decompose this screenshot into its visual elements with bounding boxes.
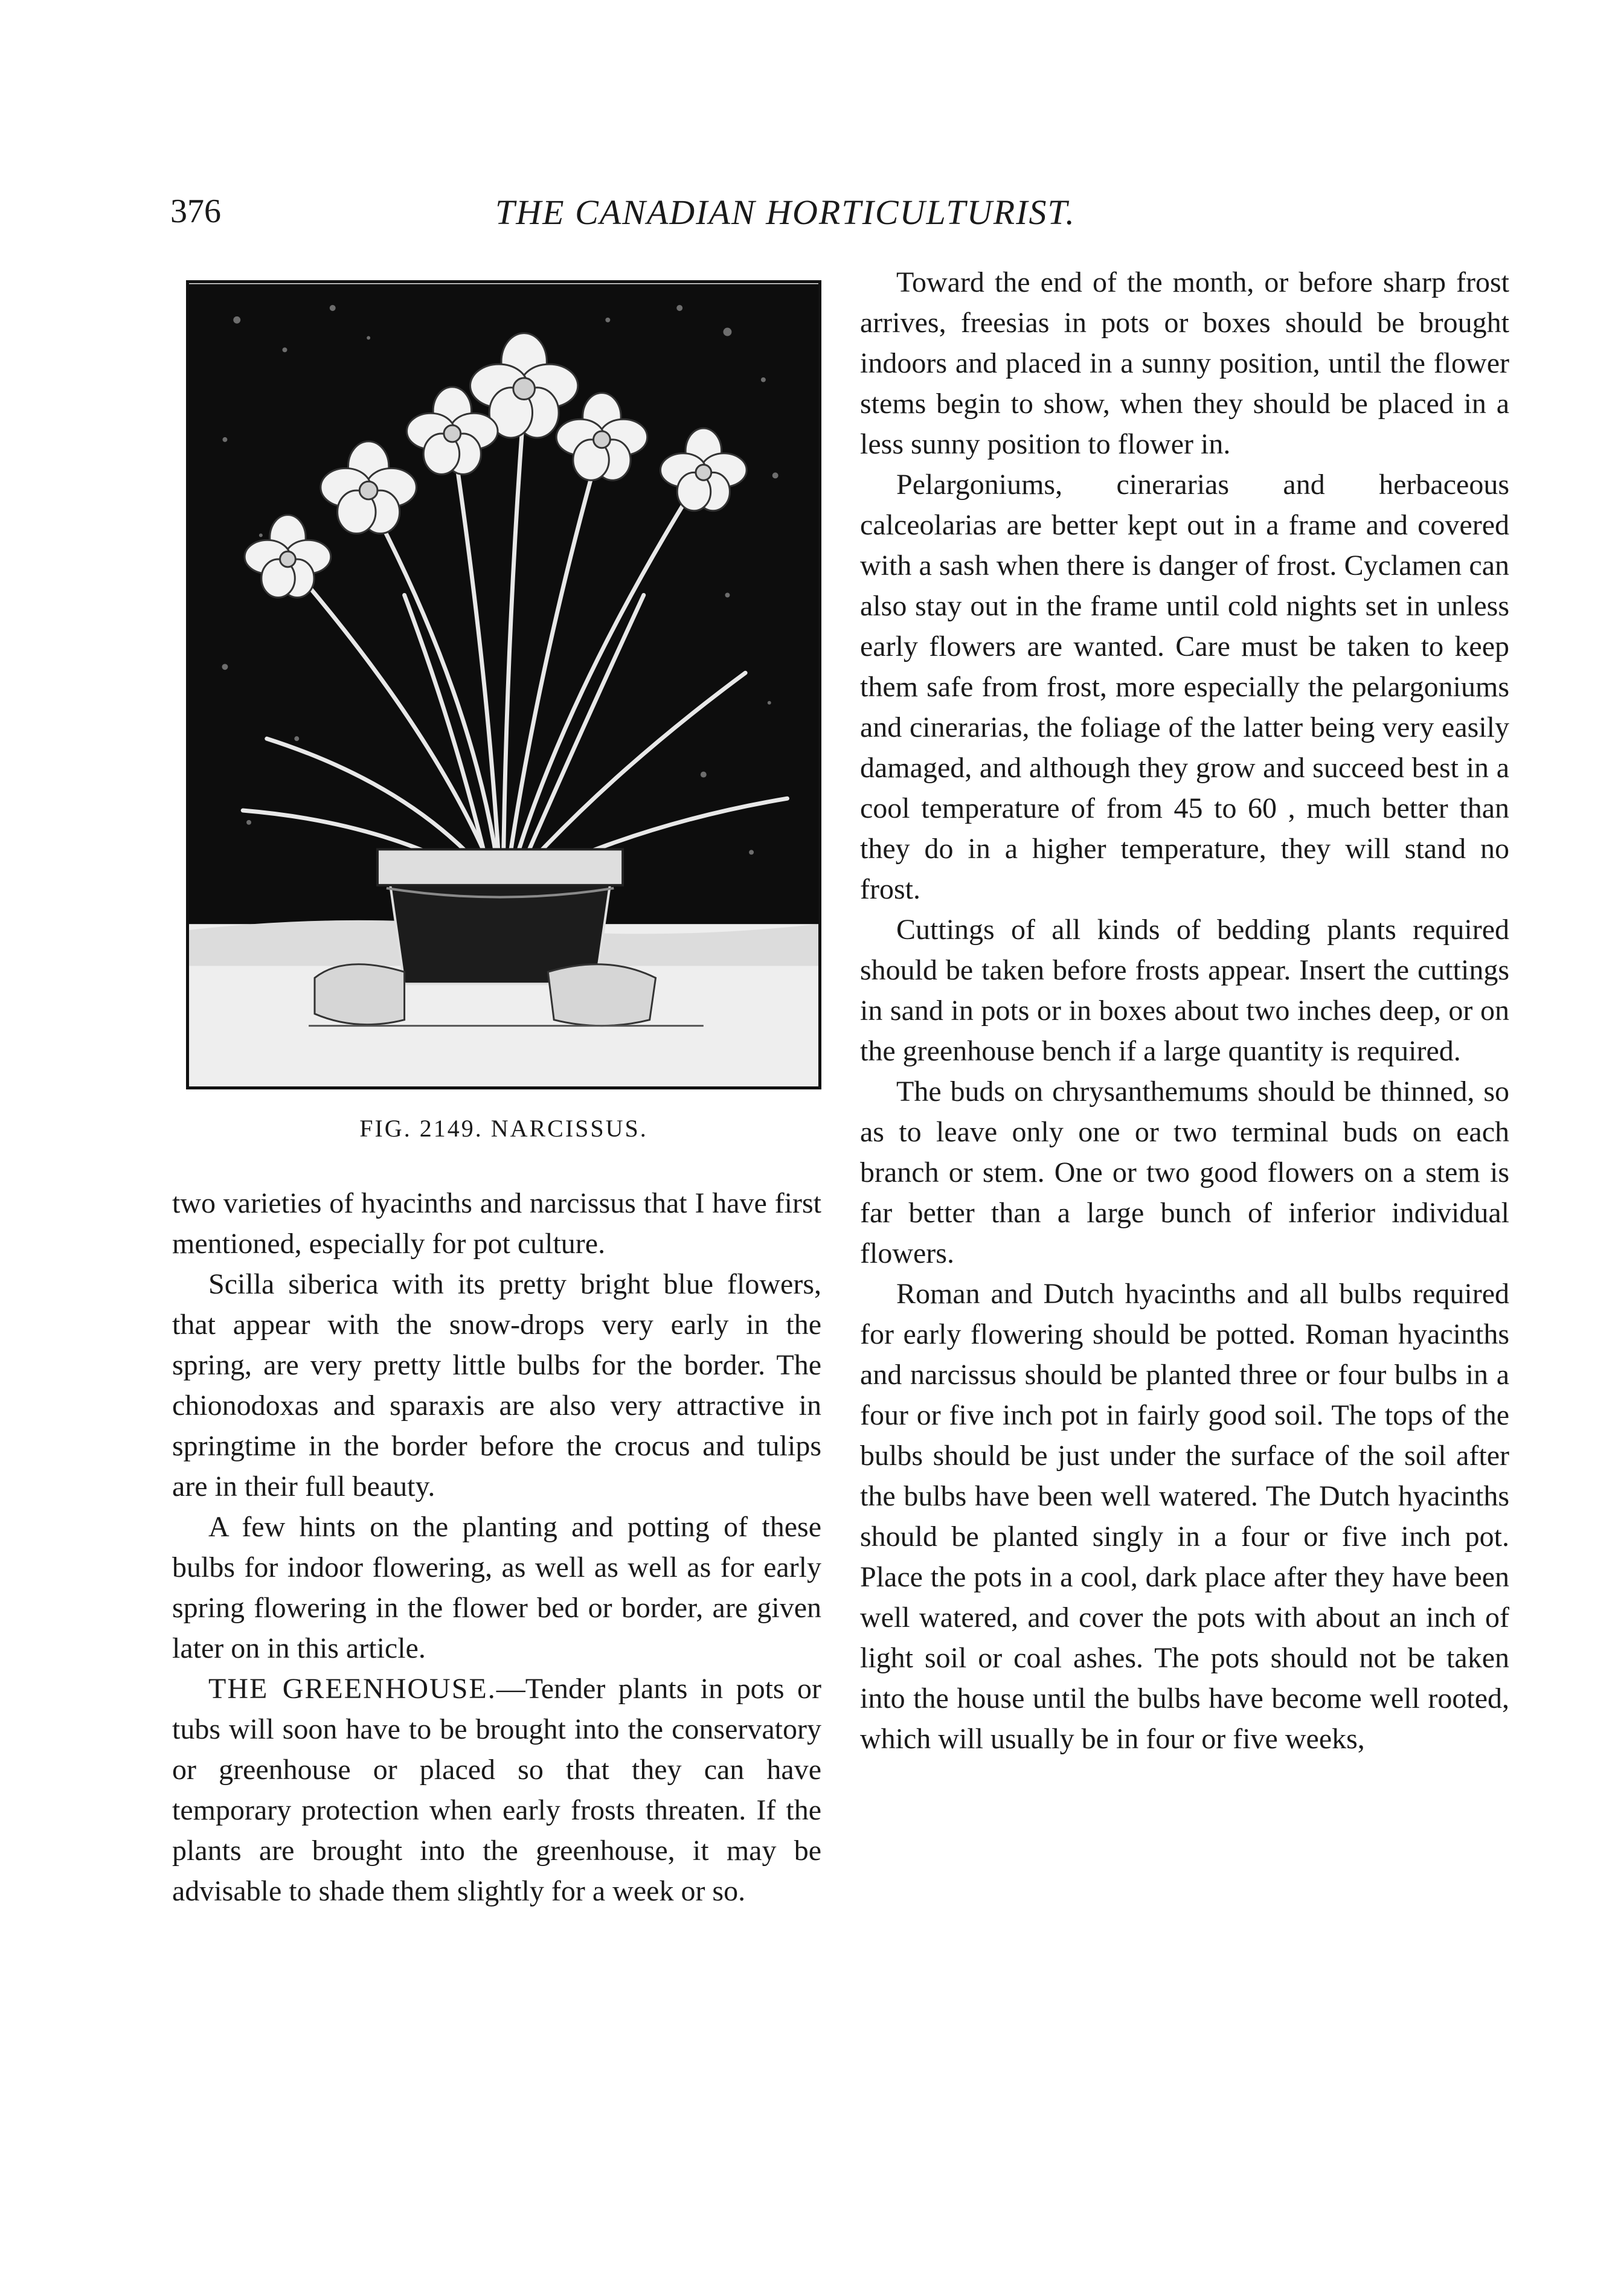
paragraph: two varieties of hyacinths and narcissus that I have first mentioned, especially for pot culture.	[172, 1187, 821, 1260]
left-column	[172, 1183, 821, 1911]
paragraph: Pelargoniums, cinerarias and herbaceous calceolarias are better kept out in a frame and covered with a sash when there is danger of frost. Cyclamen can also stay out in the frame until cold nights set in unless early flowers are wanted. Care must be taken to keep them safe from frost, more especially the pelargoniums and cinerarias, the foliage of the latter being very easily damaged, and although they grow and succeed best in a cool temperature of from 45 to 60 , much better than they do in a higher temperature, they will stand no frost.	[860, 469, 1509, 905]
figure-caption: FIG. 2149. NARCISSUS.	[359, 1115, 648, 1142]
paragraph: Scilla siberica with its pretty bright blue flowers, that appear with the snow-drops very early in the spring, are very pretty little bulbs for the border. The chionodoxas and sparaxis are also very attractive in springtime in the border before the crocus and tulips are in their full beauty.	[172, 1268, 821, 1502]
paragraph-text: —Tender plants in pots or tubs will soon have to be brought into the conservatory or greenhouse or placed so that they can have temporary protection when early frosts threaten. If the plants are brought into the greenhouse, it may be advisable to shade them slightly for a week or so.	[172, 1673, 822, 1907]
page-number: 376	[170, 193, 221, 230]
paragraph: The buds on chrysanthemums should be thinned, so as to leave only one or two terminal buds on each branch or stem. One or two good flowers on a stem is far better than a large bunch of inferior individual flowers.	[860, 1076, 1509, 1269]
paragraph: Cuttings of all kinds of bedding plants required should be taken before frosts appear. Insert the cuttings in sand in pots or in boxes about two inches deep, or on the greenhouse bench if a large quantity is required.	[860, 914, 1509, 1067]
narcissus-illustration	[186, 280, 821, 1089]
paragraph: Toward the end of the month, or before sharp frost arrives, freesias in pots or boxes should be brought indoors and placed in a sunny position, until the flower stems begin to show, when they should be placed in a less sunny position to flower in.	[860, 266, 1509, 460]
running-title: THE CANADIAN HORTICULTURIST.	[495, 193, 1076, 232]
paragraph: Roman and Dutch hyacinths and all bulbs required for early flowering should be potted. Roman hyacinths and narcissus should be planted three or four bulbs in a four or five inch pot in fairly good soil. The tops of the bulbs should be just under the surface of the soil after the bulbs have been well watered. The Dutch hyacinths should be planted singly in a four or five inch pot. Place the pots in a cool, dark place after they have been well watered, and cover the pots with about an inch of light soil or coal ashes. The pots should not be taken into the house until the bulbs have become well rooted, which will usually be in four or five weeks,	[860, 1278, 1509, 1755]
section-heading-greenhouse: THE GREENHOUSE.	[208, 1673, 496, 1705]
narcissus-engraving	[189, 283, 818, 1086]
right-column	[860, 262, 1509, 1759]
paragraph: A few hints on the planting and potting of these bulbs for indoor flowering, as well as well as for early spring flowering in the flower bed or border, are given later on in this article.	[172, 1511, 821, 1664]
paragraph-greenhouse	[172, 1669, 821, 1911]
